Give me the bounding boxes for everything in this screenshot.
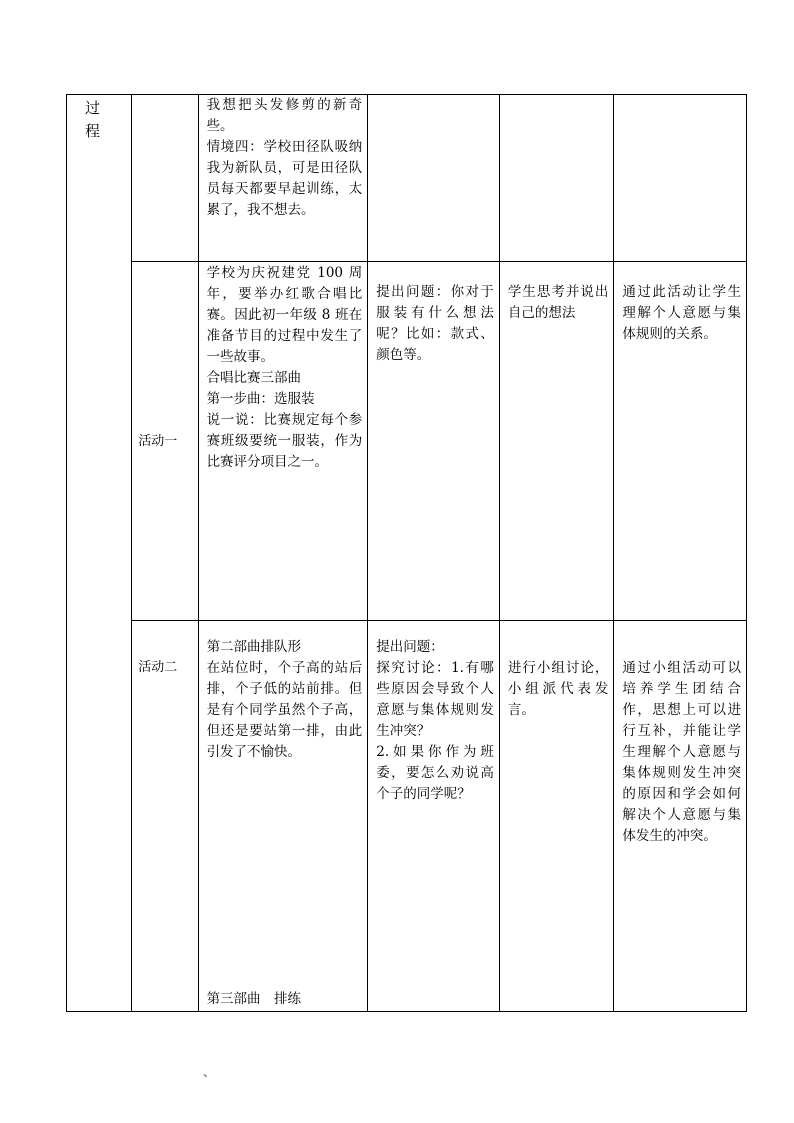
student-cell (499, 262, 614, 621)
activity-label: 活动一 (138, 433, 178, 449)
content-cell (198, 262, 368, 621)
intent-text: 通过此活动让学生理解个人意愿与集体规则的关系。 (622, 284, 741, 342)
table-row (67, 262, 747, 621)
content-paragraph: 说一说：比赛规定每个参赛班级要统一服装，作为比赛评分项目之一。 (206, 412, 363, 470)
content-paragraph: 学校为庆祝建党 100 周年，要举办红歌合唱比赛。因此初一年级 8 班在准备节目的过程中发生了一些故事。 (206, 265, 363, 365)
student-cell (499, 95, 614, 262)
student-text: 进行小组讨论，小组派代表发言。 (507, 660, 609, 718)
activity-cell (132, 262, 198, 621)
teacher-text: 提出问题： (376, 639, 444, 655)
activity-label: 活动二 (138, 660, 178, 675)
content-paragraph: 第一步曲：选服装 (206, 391, 315, 407)
intent-cell (614, 621, 747, 1012)
stage-label-text: 过 程 (85, 99, 101, 140)
intent-cell (614, 262, 747, 621)
content-paragraph: 在站位时，个子高的站后排，个子低的站前排。但是有个同学虽然个子高，但还是要站第一排，由此引发了不愉快。 (206, 660, 363, 760)
teacher-text: 探究讨论：1.有哪些原因会导致个人意愿与集体规则发生冲突？ (376, 660, 494, 739)
content-cell (198, 95, 368, 262)
activity-cell (132, 621, 198, 1012)
teacher-cell (368, 95, 500, 262)
content-paragraph: 第二部曲排队形 (206, 639, 302, 655)
lesson-plan-table (66, 94, 747, 1012)
content-paragraph: 合唱比赛三部曲 (206, 370, 302, 386)
teacher-text: 2.如果你作为班委，要怎么劝说高个子的同学呢？ (376, 744, 494, 802)
activity-cell (132, 95, 198, 262)
table-row (67, 95, 747, 262)
stray-mark: 、 (203, 1065, 216, 1079)
intent-text: 通过小组活动可以培养学生团结合作，思想上可以进行互补，并能让学生理解个人意愿与集体规则发生冲突的原因和学会如何解决个人意愿与集体发生的冲突。 (622, 660, 741, 844)
teacher-cell (368, 262, 500, 621)
stage-label (67, 95, 132, 1012)
content-paragraph: 我想把头发修剪的新奇些。 (206, 97, 363, 134)
intent-cell (614, 95, 747, 262)
teacher-cell (368, 621, 500, 1012)
student-cell (499, 621, 614, 1012)
content-paragraph: 情境四：学校田径队吸纳我为新队员，可是田径队员每天都要早起训练，太累了，我不想去。 (206, 139, 363, 218)
teacher-text: 提出问题：你对于服装有什么想法呢？比如：款式、颜色等。 (376, 284, 494, 363)
content-cell (198, 621, 368, 1012)
table-row (67, 621, 747, 1012)
content-footer: 第三部曲 排练 (206, 991, 302, 1007)
student-text: 学生思考并说出自己的想法 (507, 284, 609, 321)
